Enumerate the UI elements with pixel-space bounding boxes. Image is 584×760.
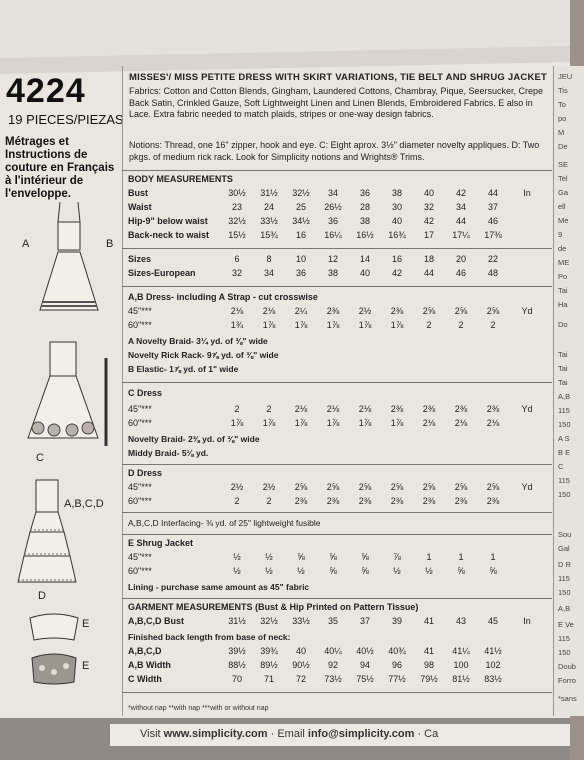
divider (122, 692, 552, 693)
table-row: 60"*** 1¾ 1⅞ 1⅞ 1⅞ 1⅞ 1⅞ 2 2 2 (128, 320, 496, 330)
ab-dress-heading: A,B Dress- including A Strap - cut crosswise (128, 292, 318, 302)
email-link[interactable]: info@simplicity.com (307, 728, 415, 740)
strip-text: De (558, 142, 568, 151)
pattern-number: 4224 (6, 72, 86, 110)
view-ab-sketch (38, 202, 100, 320)
strip-text: SE (558, 160, 569, 169)
table-row: 60"*** 1⅞ 1⅞ 1⅞ 1⅞ 1⅞ 1⅞ 2⅛ 2⅛ 2⅛ (128, 418, 500, 428)
table-row: 60"*** 2 2 2⅜ 2⅜ 2⅜ 2⅜ 2⅜ 2⅜ 2⅜ (128, 496, 500, 506)
footer-contact: Visit www.simplicity.com · Email info@simplicity.com · Ca (140, 728, 439, 740)
strip-text: C (558, 462, 564, 471)
strip-text: ME (558, 258, 570, 267)
divider (122, 512, 552, 513)
table-row: Hip-9" below waist 32½ 33½ 34½ 36 38 40 42 44 46 (128, 216, 498, 226)
ab-note-elastic: B Elastic- 1⅞ yd. of 1" wide (128, 364, 239, 374)
view-label-b: B (106, 238, 114, 250)
e-shrug-heading: E Shrug Jacket (128, 538, 194, 548)
strip-text: B E (558, 448, 571, 457)
view-label-c: C (36, 452, 44, 464)
view-label-e-1: E (82, 618, 90, 630)
lining-note: Lining - purchase same amount as 45" fabric (128, 582, 310, 592)
divider (122, 382, 552, 383)
table-row: A,B,C,D Bust 31½ 32½ 33½ 35 37 39 41 43 45 In (128, 616, 531, 626)
strip-text: 115 (558, 476, 570, 485)
strip-text: Do (558, 320, 568, 329)
strip-text: Sou (558, 530, 572, 539)
strip-text: E Ve (558, 620, 574, 629)
divider (122, 534, 552, 535)
sizes-row: Sizes 6 8 10 12 14 16 18 20 22 (128, 254, 498, 264)
view-label-e-2: E (82, 660, 90, 672)
strip-text: po (558, 114, 567, 123)
divider (122, 598, 552, 599)
strip-text: To (558, 100, 566, 109)
table-row: Bust 30½ 31½ 32½ 34 36 38 40 42 44 In (128, 188, 531, 198)
nap-footnote: *without nap **with nap ***with or without nap (128, 705, 269, 712)
strip-text: 115 (558, 634, 570, 643)
notions-text: Notions: Thread, one 16" zipper, hook and eye. C: Eight aprox. 3½" diameter novelty appliques. D: Two pkgs. of medium rick rack. Look for Simplicity notions and Wrights® Trims. (129, 140, 540, 162)
view-label-abcd: A,B,C,D (64, 498, 104, 510)
strip-text: de (558, 244, 567, 253)
strip-text: 150 (558, 420, 571, 429)
table-row: Waist 23 24 25 26½ 28 30 32 34 37 (128, 202, 498, 212)
strip-text: Tai (558, 364, 568, 373)
strip-text: ell (558, 202, 566, 211)
divider (122, 248, 552, 249)
table-row: A,B,C,D 39½ 39¾ 40 40¼ 40½ 40¾ 41 41¼ 41½ (128, 646, 502, 656)
table-row: 45"*** 2 2 2⅛ 2⅛ 2⅛ 2⅜ 2⅜ 2⅜ 2⅜ Yd (128, 404, 533, 414)
d-dress-heading: D Dress (128, 468, 163, 478)
divider (122, 464, 552, 465)
strip-text: M (558, 128, 565, 137)
divider (122, 170, 552, 171)
view-c-sketch (22, 328, 112, 448)
strip-text: D R (558, 560, 571, 569)
ab-note-rickrack: Novelty Rick Rack- 9⅞ yd. of ⅜" wide (128, 350, 279, 360)
strip-text: Tis (558, 86, 568, 95)
strip-text: Forro (558, 676, 576, 685)
strip-text: *sans (558, 694, 577, 703)
table-row: A,B Width 88½ 89½ 90½ 92 94 96 98 100 102 (128, 660, 501, 670)
fabrics-text: Fabrics: Cotton and Cotton Blends, Gingham, Laundered Cottons, Chambray, Pique, Seersucker, Crepe Back Satin, Crinkled Gauze, Soft Lightweight Linen and Linen Blends, Embroidered Fabrics. E also in Lace. Extra fabric needed to match plaids, stripes or one-way design fabrics. (129, 86, 544, 119)
strip-text: Doub (558, 662, 576, 671)
view-e-sketch (26, 610, 82, 690)
strip-text: Tai (558, 350, 568, 359)
divider (122, 286, 552, 287)
interfacing-note: A,B,C,D Interfacing- ⅜ yd. of 25" lightweight fusible (128, 518, 321, 528)
table-row: 45"*** 2½ 2½ 2⅝ 2⅝ 2⅝ 2⅝ 2⅝ 2⅝ 2⅝ Yd (128, 482, 533, 492)
table-row: 45"*** 2⅛ 2⅛ 2¼ 2⅜ 2½ 2⅜ 2⅝ 2⅝ 2⅝ Yd (128, 306, 533, 316)
view-label-a: A (22, 238, 30, 250)
french-instructions-note: Métrages et Instructions de couture en Français à l'intérieur de l'enveloppe. (5, 136, 115, 200)
pieces-count: 19 PIECES/PIEZAS (8, 112, 124, 127)
strip-text: 115 (558, 406, 570, 415)
pattern-title: MISSES'/ MISS PETITE DRESS WITH SKIRT VARIATIONS, TIE BELT AND SHRUG JACKET (129, 72, 548, 83)
table-row: 60"*** ½ ½ ½ ⅝ ⅝ ½ ½ ⅝ ⅝ (128, 566, 497, 576)
table-row: C Width 70 71 72 73½ 75½ 77½ 79½ 81½ 83½ (128, 674, 502, 684)
body-measurements-heading: BODY MEASUREMENTS (128, 174, 233, 184)
finished-length-note: Finished back length from base of neck: (128, 632, 291, 642)
strip-text: 150 (558, 588, 571, 597)
sizes-european-row: Sizes-European 32 34 36 38 40 42 44 46 48 (128, 268, 498, 278)
garment-measurements-heading: GARMENT MEASUREMENTS (Bust & Hip Printed on Pattern Tissue) (128, 602, 419, 612)
strip-text: Ha (558, 300, 568, 309)
strip-text: A,B (558, 392, 571, 401)
strip-text: JEU (558, 72, 573, 81)
strip-text: Po (558, 272, 568, 281)
strip-text: 115 (558, 574, 570, 583)
view-d-sketch (16, 470, 78, 590)
c-note-braid: Novelty Braid- 2⅜ yd. of ⅜" wide (128, 434, 260, 444)
view-label-d: D (38, 590, 46, 602)
website-link[interactable]: www.simplicity.com (163, 728, 268, 740)
ab-note-braid: A Novelty Braid- 3¼ yd. of ⅜" wide (128, 336, 268, 346)
strip-text: Tai (558, 286, 568, 295)
strip-text: 9 (558, 230, 563, 239)
strip-text: Ga (558, 188, 569, 197)
table-row: 45"*** ½ ½ ⅝ ⅝ ⅝ ⅞ 1 1 1 (128, 552, 496, 562)
strip-text: 150 (558, 648, 571, 657)
strip-text: Tel (558, 174, 568, 183)
strip-text: A,B (558, 604, 571, 613)
strip-text: Gal (558, 544, 570, 553)
strip-text: A S (558, 434, 570, 443)
c-dress-heading: C Dress (128, 388, 163, 398)
c-note-middy: Middy Braid- 5⅛ yd. (128, 448, 209, 458)
strip-text: Tai (558, 378, 568, 387)
table-row: Back-neck to waist 15½ 15¾ 16 16¼ 16½ 16¾ 17 17¼ 17⅜ (128, 230, 502, 240)
strip-text: 150 (558, 490, 571, 499)
strip-text: Me (558, 216, 569, 225)
